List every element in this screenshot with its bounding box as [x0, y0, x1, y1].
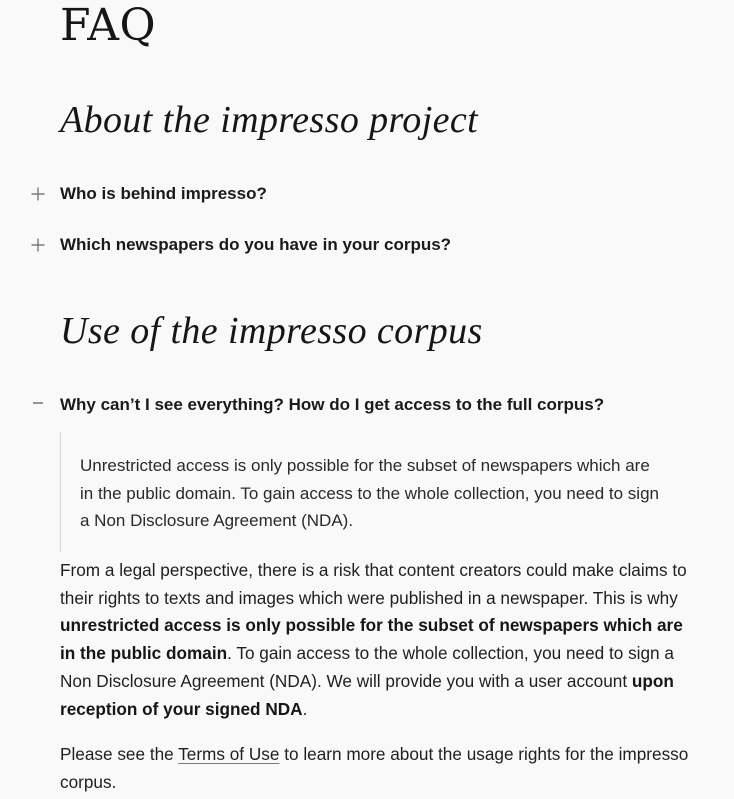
faq-question[interactable]: Which newspapers do you have in your corpus?: [60, 235, 452, 254]
section-title-about: About the impresso project: [60, 99, 479, 141]
section-title-use: Use of the impresso corpus: [60, 310, 483, 352]
faq-item-why-cant-i-see[interactable]: [28, 392, 604, 418]
page-title: FAQ: [60, 0, 157, 51]
plus-icon[interactable]: [28, 184, 48, 204]
answer-quote-text: Unrestricted access is only possible for the subset of newspapers which are in the public domain. To gain access to the whole collection, you need to sign a Non Disclosure Agreement (NDA).: [80, 456, 659, 531]
plus-icon[interactable]: [28, 235, 48, 255]
faq-item-who-is-behind[interactable]: [28, 181, 267, 207]
faq-item-which-newspapers[interactable]: [28, 232, 451, 258]
answer-paragraph: [60, 557, 690, 723]
terms-text: to learn more about the usage rights for the impresso corpus.: [60, 744, 689, 792]
answer-text: . To gain access to the whole collection, you need to sign a Non Disclosure Agreement (NDA). We will provide you with a user account: [60, 643, 674, 691]
answer-text: .: [302, 698, 308, 719]
faq-question[interactable]: Who is behind impresso?: [60, 184, 267, 203]
minus-icon[interactable]: [28, 395, 48, 415]
answer-text: From a legal perspective, there is a risk that content creators could make claims to their rights to texts and images which were published in a newspaper. This is why: [60, 560, 687, 608]
answer-emphasis: upon reception of your signed NDA: [60, 670, 674, 719]
answer-blockquote: [60, 432, 660, 552]
terms-text: Please see the: [60, 744, 179, 764]
answer-emphasis: unrestricted access is only possible for the subset of newspapers which are in the public domain: [60, 615, 683, 664]
terms-of-use-link[interactable]: Terms of Use: [178, 744, 280, 764]
terms-paragraph: [60, 741, 690, 796]
faq-question[interactable]: Why can’t I see everything? How do I get access to the full corpus?: [60, 395, 605, 414]
